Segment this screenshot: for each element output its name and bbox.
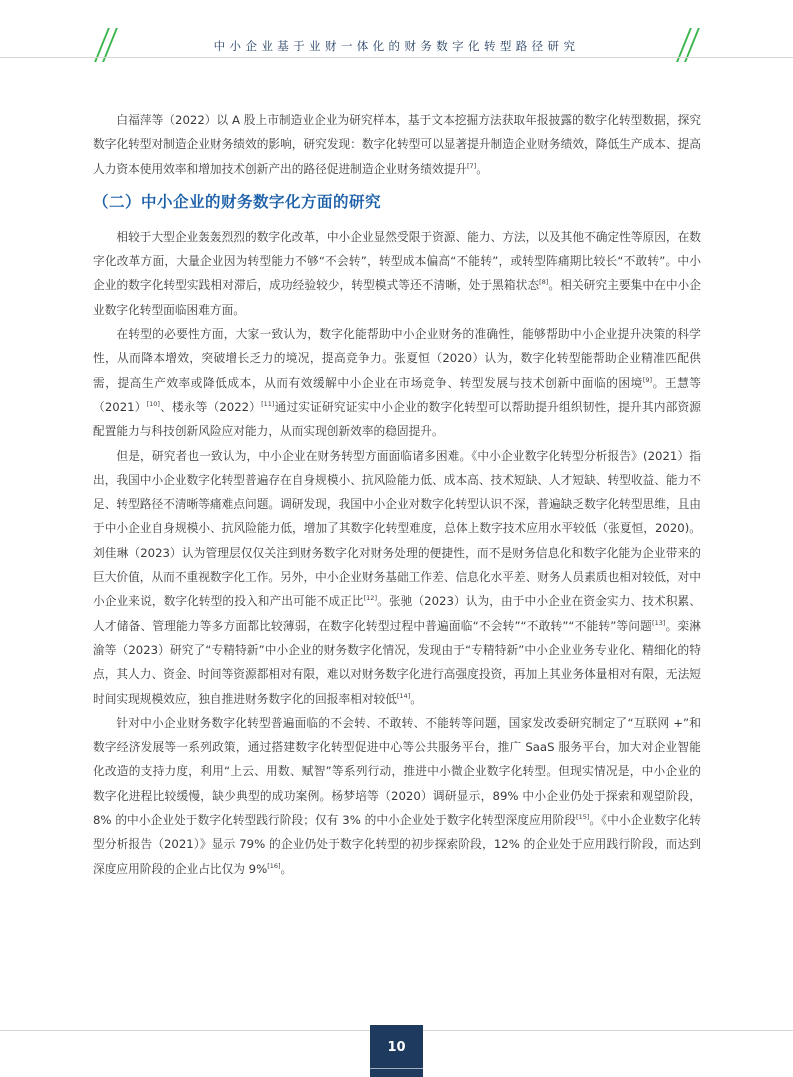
running-title: 中小企业基于业财一体化的财务数字化转型路径研究 [213, 39, 580, 53]
paragraph: 在转型的必要性方面，大家一致认为，数字化能帮助中小企业财务的准确性，能够帮助中小企业提升决策的科学性，从而降本增效，突破增长乏力的境况，提高竞争力。张夏恒（2020）认为，数字化转型能帮助企业精准匹配供需，提高生产效率或降低成本，从而有效缓解中小企业在市场竞争、转型发展与技术创新中面临的困境[9]。王慧等（2021）[10]、楼永等（2022）[11]通过实证研究证实中小企业的数字化转型可以帮助提升组织韧性，提升其内部资源配置能力与科技创新风险应对能力，从而实现创新效率的稳固提升。 [93, 327, 701, 439]
citation: [11] [261, 399, 275, 408]
paragraph: 白福萍等（2022）以 A 股上市制造业企业为研究样本，基于文本挖掘方法获取年报披露的数字化转型数据，探究数字化转型对制造企业财务绩效的影响，研究发现：数字化转型可以显著提升制造企业财务绩效，降低生产成本、提高人力资本使用效率和增加技术创新产出的路径促进制造企业财务绩效提升[7]。 [93, 113, 701, 176]
citation: [8] [539, 278, 549, 287]
header-rule [0, 57, 793, 58]
citation: [9] [642, 375, 653, 384]
citation: [12] [363, 594, 377, 603]
paragraph: 但是，研究者也一致认为，中小企业在财务转型方面面临诸多困难。《中小企业数字化转型分析报告》(2021）指出，我国中小企业数字化转型普遍存在自身规模小、抗风险能力低、成本高、技术短缺、人才短缺、转型收益、能力不足、转型路径不清晰等痛难点问题。调研发现，我国中小企业对数字化转型认识不深，普遍缺乏数字化转型思维，且由于中小企业自身规模小、抗风险能力低，增加了其数字化转型难度，总体上数字技术应用水平较低（张夏恒，2020)。刘佳琳（2023）认为管理层仅仅关注到财务数字化对财务处理的便捷性，而不是财务信息化和数字化能为企业带来的巨大价值，从而不重视数字化工作。另外，中小企业财务基础工作差、信息化水平差、财务人员素质也相对较低，对中小企业来说，数字化转型的投入和产出可能不成正比[12]。张驰（2023）认为，由于中小企业在资金实力、技术积累、人才储备、管理能力等多方面都比较薄弱，在数字化转型过程中普遍面临“不会转”“不敢转”“不能转”等问题[13]。栾淋渝等（2023）研究了“专精特新”中小企业的财务数字化情况，发现由于“专精特新”中小企业业务专业化、精细化的特点，其人力、资金、时间等资源都相对有限，难以对财务数字化进行高强度投资，再加上其业务体量相对有限，无法短时间实现规模效应，独自推进财务数字化的回报率相对较低[14]。 [93, 448, 701, 706]
citation: [16] [267, 861, 281, 870]
body-text [93, 108, 701, 881]
paragraph: 针对中小企业财务数字化转型普遍面临的不会转、不敢转、不能转等问题，国家发改委研究制定了“互联网 +”和数字经济发展等一系列政策，通过搭建数字化转型促进中心等公共服务平台，推广 SaaS 服务平台，加大对企业智能化改造的支持力度，利用“上云、用数、赋智”等系列行动，推进中小微企业数字化转型。但现实情况是，中小企业的数字化进程比较缓慢，缺少典型的成功案例。杨梦培等（2020）调研显示，89% 中小企业仍处于探索和观望阶段，8% 的中小企业处于数字化转型践行阶段；仅有 3% 的中小企业处于数字化转型深度应用阶段[15]。《中小企业数字化转型分析报告（2021）》显示 79% 的企业仍处于数字化转型的初步探索阶段，12% 的企业处于应用践行阶段，而达到深度应用阶段的企业占比仅为 9%[16]。 [93, 715, 701, 876]
citation: [14] [396, 691, 411, 700]
citation: [7] [467, 161, 477, 170]
citation: [13] [652, 618, 666, 627]
citation: [10] [146, 399, 160, 408]
section-heading: （二）中小企业的财务数字化方面的研究 [93, 192, 382, 211]
page-number: 10 [370, 1025, 423, 1077]
paragraph: 相较于大型企业轰轰烈烈的数字化改革，中小企业显然受限于资源、能力、方法，以及其他不确定性等原因，在数字化改革方面，大量企业因为转型能力不够“不会转”，转型成本偏高“不能转”，或转型阵痛期比较长“不敢转”。中小企业的数字化转型实践相对滞后，成功经验较少，转型模式等还不清晰，处于黑箱状态[8]。相关研究主要集中在中小企业数字化转型面临困难方面。 [93, 229, 701, 317]
citation: [15] [576, 813, 590, 822]
page-header [0, 0, 793, 62]
